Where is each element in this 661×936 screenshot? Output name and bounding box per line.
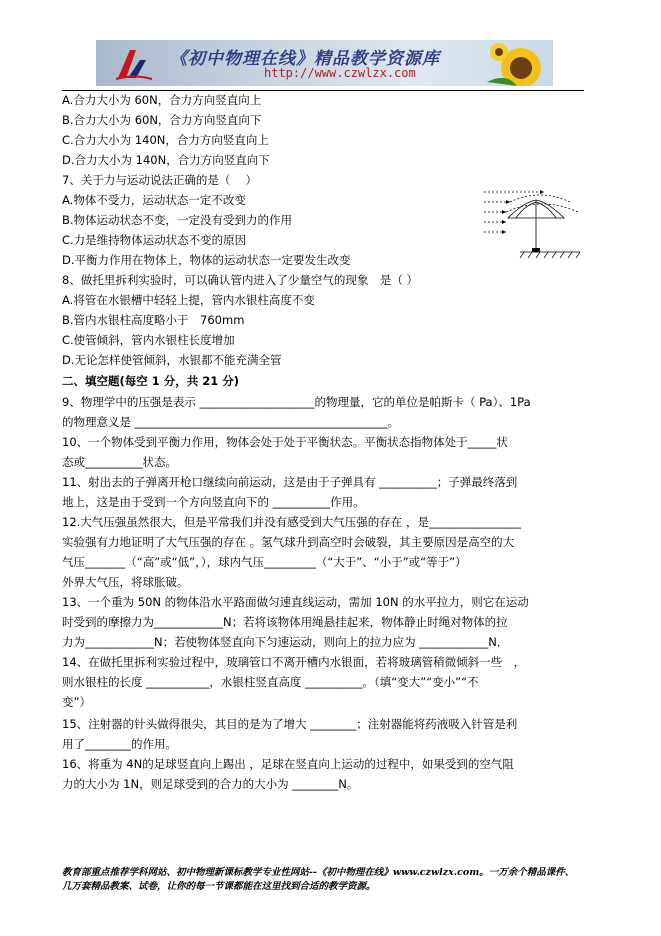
text-line: 外界大气压，将球胀破。 [62,575,189,589]
sunflower-icon [487,42,549,86]
text-line: B.物体运动状态不变，一定没有受到力的作用 [62,213,293,227]
question-15: 15、注射器的针头做得很尖，其目的是为了增大 ________；注射器能将药液吸入针管是利 [62,717,518,731]
text-line: 变”） [62,695,91,709]
text-line: 力为____________N；若使物体竖直向下匀速运动，则向上的拉力应为 ____________N． [62,635,509,649]
header-divider [62,90,584,91]
text-line: A.将管在水银槽中轻轻上提，管内水银柱高度不变 [62,293,315,307]
text-line: A.合力大小为 60N，合力方向竖直向上 [62,93,262,107]
text-line: 实验强有力地证明了大气压强的存在 。氢气球升到高空时会破裂，其主要原因是高空的大 [62,535,515,549]
text-line: 的物理意义是 ____________________________________________。 [62,415,400,429]
text-line: 用了________的作用。 [62,737,177,751]
text-line: 则水银柱的长度 ___________，水银柱竖直高度 __________。（填“变大”“变小”“不 [62,675,479,689]
banner-url: http://www.czwlzx.com [264,66,416,80]
text-line: 气压_______（“高”或“低”，），球内气压_________（“大于”、“小于”或“等于”） [62,555,467,569]
text-line: C.使管倾斜，管内水银柱长度增加 [62,333,235,347]
footer-line: 教育部重点推荐学科网站、初中物理新课标教学专业性网站--《初中物理在线》www.czwlzx.com。一万余个精品课件、 [62,867,575,878]
banner-title: 《初中物理在线》精品教学资源库 [170,49,440,69]
text-line: C.合力大小为 140N，合力方向竖直向上 [62,133,269,147]
question-9: 9、物理学中的压强是表示 ____________________的物理量，它的单位是帕斯卡（ Pa）、1Pa [62,395,531,409]
question-7: 7、关于力与运动说法正确的是（ ） [62,173,257,187]
text-line: B.合力大小为 60N，合力方向竖直向下 [62,113,262,127]
text-line: 地上，这是由于受到一个方向竖直向下的 __________作用。 [62,495,365,509]
text-line: B.管内水银柱高度略小于 760mm [62,313,245,327]
footer-note [62,866,602,894]
question-11: 11、射出去的子弹离开枪口继续向前运动，这是由于子弹具有 __________；子弹最终落到 [62,475,518,489]
question-14: 14、在做托里拆利实验过程中，玻璃管口不离开槽内水银面，若将玻璃管稍微倾斜一些 ， [62,655,526,669]
text-line: D.合力大小为 140N，合力方向竖直向下 [62,153,270,167]
text-line: 时受到的摩擦力为____________N；若将该物体用绳悬挂起来，物体静止时绳对物体的拉 [62,615,508,629]
question-8: 8、做托里拆利实验时，可以确认管内进入了少量空气的现象 是（ ） [62,273,418,287]
site-logo-icon [114,44,154,82]
question-16: 16、将重为 4N的足球竖直向上踢出 ，足球在竖直向上运动的过程中，如果受到的空气阻 [62,757,514,771]
header-banner [96,40,553,86]
text-line: D.平衡力作用在物体上，物体的运动状态一定要发生改变 [62,253,351,267]
text-line: D.无论怎样使管倾斜，水银都不能充满全管 [62,353,282,367]
question-13: 13、一个重为 50N 的物体沿水平路面做匀速直线运动，需加 10N 的水平拉力，则它在运动 [62,595,529,609]
question-12: 12.大气压强虽然很大，但是平常我们并没有感受到大气压强的存在 ，是________________ [62,515,521,529]
text-line: A.物体不受力，运动状态一定不改变 [62,193,246,207]
umbrella-wind-diagram [480,182,584,268]
text-line: 态或__________状态。 [62,455,177,469]
footer-line: 几万套精品教案、试卷，让你的每一节课都能在这里找到合适的教学资源。 [62,881,376,892]
text-line: C.力是维持物体运动状态不变的原因 [62,233,247,247]
section-heading: 二、填空题(每空 1 分，共 21 分) [62,374,240,388]
text-line: 力的大小为 1N，则足球受到的合力的大小为 ________N。 [62,777,359,791]
question-10: 10、一个物体受到平衡力作用，物体会处于处于平衡状态。平衡状态指物体处于_____状 [62,435,508,449]
